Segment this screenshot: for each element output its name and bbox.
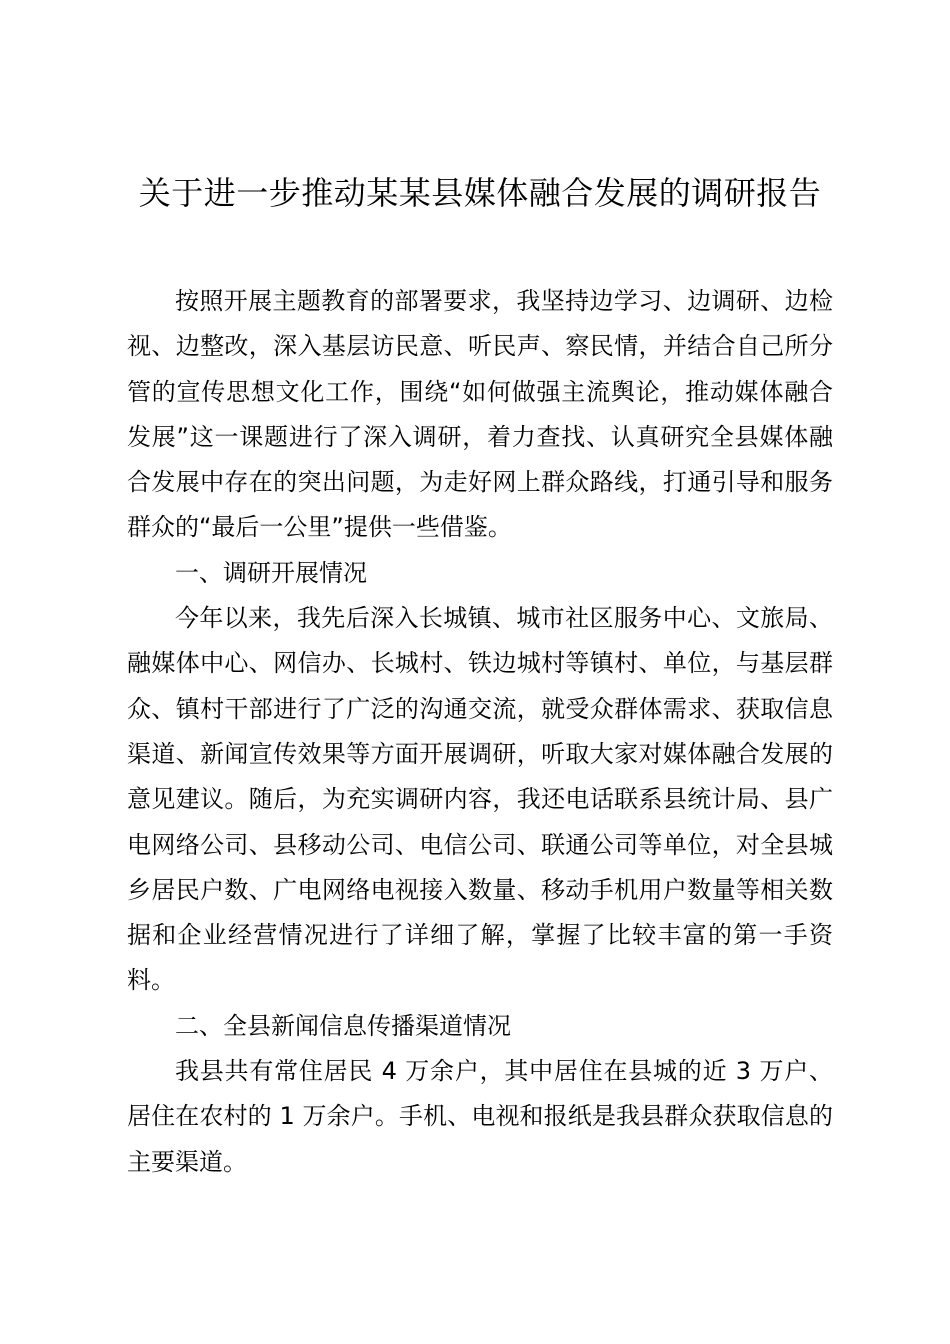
section-heading-1: 一、调研开展情况 (175, 558, 367, 587)
intro-paragraph: 按照开展主题教育的部署要求，我坚持边学习、边调研、边检视、边整改，深入基层访民意、听民声、察民情，并结合自己所分管的宣传思想文化工作，围绕“如何做强主流舆论，推动媒体融合发展”这一课题进行了深入调研，着力查找、认真研究全县媒体融合发展中存在的突出问题，为走好网上群众路线，打通引导和服务群众的“最后一公里”提供一些借鉴。 (127, 287, 833, 542)
document-body (127, 279, 833, 1185)
document-title: 关于进一步推动某某县媒体融合发展的调研报告 (138, 174, 822, 212)
section-heading-2: 二、全县新闻信息传播渠道情况 (175, 1011, 511, 1040)
section-1-paragraph: 今年以来，我先后深入长城镇、城市社区服务中心、文旅局、融媒体中心、网信办、长城村、铁边城村等镇村、单位，与基层群众、镇村干部进行了广泛的沟通交流，就受众群体需求、获取信息渠道、新闻宣传效果等方面开展调研，听取大家对媒体融合发展的意见建议。随后，为充实调研内容，我还电话联系县统计局、县广电网络公司、县移动公司、电信公司、联通公司等单位，对全县城乡居民户数、广电网络电视接入数量、移动手机用户数量等相关数据和企业经营情况进行了详细了解，掌握了比较丰富的第一手资料。 (127, 604, 833, 995)
section-2-paragraph: 我县共有常住居民 4 万余户，其中居住在县城的近 3 万户、居住在农村的 1 万余户。手机、电视和报纸是我县群众获取信息的主要渠道。 (127, 1057, 833, 1176)
